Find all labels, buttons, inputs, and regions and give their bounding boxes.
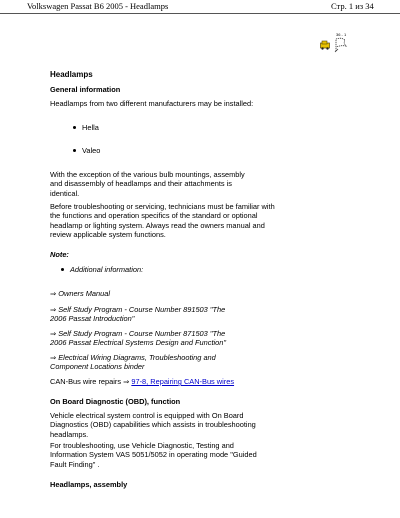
group-number: 36 - 1 xyxy=(336,32,347,37)
reference-ssp-871503-line1: ⇒ Self Study Program - Course Number 871503 "The xyxy=(50,329,226,338)
reference-ssp-891503-line2: 2006 Passat Introduction" xyxy=(50,314,135,323)
vehicle-icon[interactable] xyxy=(320,40,331,50)
intro-paragraph: Headlamps from two different manufacturers may be installed: xyxy=(50,99,254,108)
flag-icon[interactable] xyxy=(333,37,348,53)
canbus-reference: CAN-Bus wire repairs ⇒ 97-8, Repairing CAN-Bus wires xyxy=(50,377,235,386)
page-header xyxy=(0,0,400,14)
paragraph-troubleshooting: Before troubleshooting or servicing, technicians must be familiar with the functions and operation specifics of the standard or optional headlamp or lighting system. Always read the owners manual and review applicable system functions. xyxy=(50,202,275,240)
bullet-icon xyxy=(61,268,64,271)
reference-owners-manual: ⇒ Owners Manual xyxy=(50,289,111,298)
document-title: Volkswagen Passat B6 2005 - Headlamps xyxy=(27,1,169,11)
reference-ssp-891503-line1: ⇒ Self Study Program - Course Number 891503 "The xyxy=(50,305,226,314)
reference-wiring-diagrams-line1: ⇒ Electrical Wiring Diagrams, Troubleshooting and xyxy=(50,353,216,362)
reference-wiring-diagrams-line2: Component Locations binder xyxy=(50,362,145,371)
reference-ssp-871503-line2: 2006 Passat Electrical Systems Design and Function" xyxy=(50,338,226,347)
paragraph-obd: Vehicle electrical system control is equipped with On Board Diagnostics (OBD) capabilities which assists in troubleshooting headlamps. xyxy=(50,411,256,439)
section-heading-general: General information xyxy=(50,85,121,94)
section-heading-assembly: Headlamps, assembly xyxy=(50,480,128,489)
paragraph-assembly: With the exception of the various bulb mountings, assembly and disassembly of headlamps and their attachments is identical. xyxy=(50,170,245,198)
bullet-icon xyxy=(73,126,76,129)
header-divider xyxy=(0,13,400,14)
section-heading-obd: On Board Diagnostic (OBD), function xyxy=(50,397,181,406)
page-indicator: Стр. 1 из 34 xyxy=(331,1,374,11)
page-title: Headlamps xyxy=(50,70,93,79)
bullet-icon xyxy=(73,149,76,152)
canbus-repair-link[interactable]: 97-8, Repairing CAN-Bus wires xyxy=(131,377,235,386)
paragraph-vas: For troubleshooting, use Vehicle Diagnostic, Testing and Information System VAS 5051/5052 in operating mode "Guided Fault Finding" . xyxy=(50,441,257,469)
icon-group xyxy=(320,32,350,56)
note-label: Note: xyxy=(50,250,69,259)
